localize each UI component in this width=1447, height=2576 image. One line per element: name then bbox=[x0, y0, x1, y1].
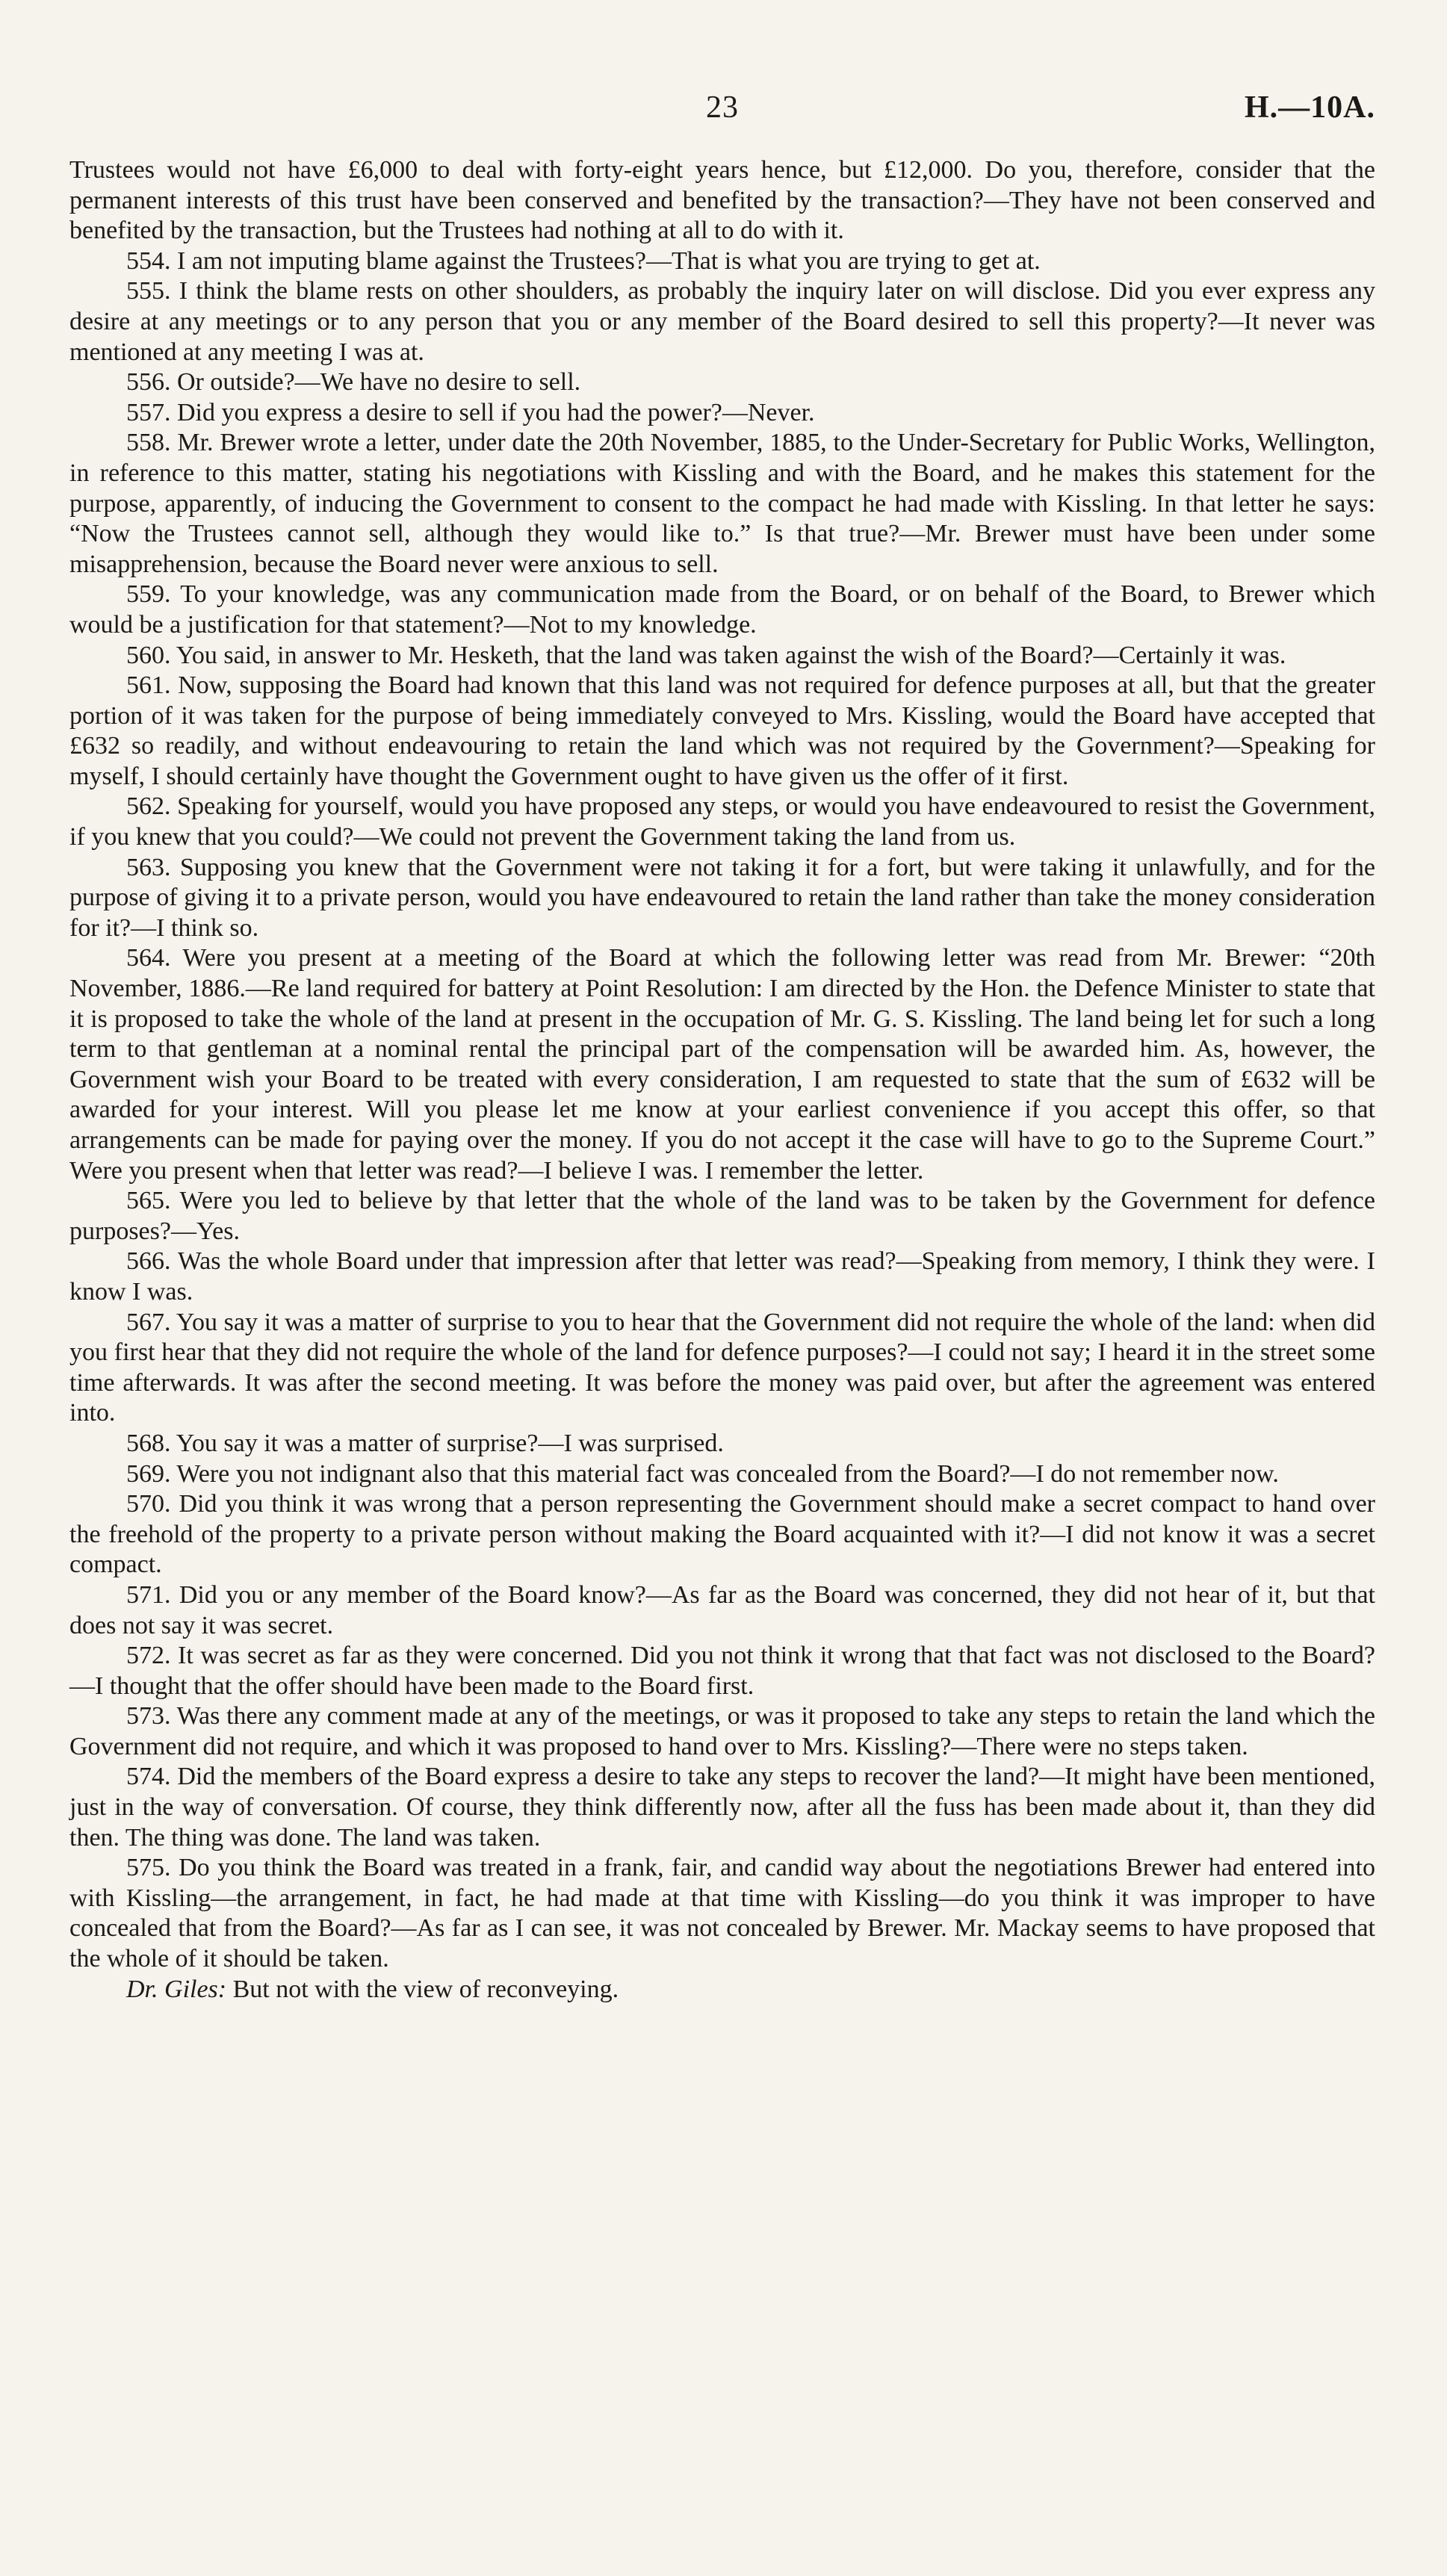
closing-remark bbox=[69, 1975, 1375, 2005]
speaker-name: Dr. Giles: bbox=[126, 1975, 227, 2003]
question-572: 572. It was secret as far as they were concerned. Did you not think it wrong that that fact was not disclosed to the Board?—I thought that the offer should have been made to the Board first. bbox=[69, 1642, 1375, 1700]
question-559: 559. To your knowledge, was any communication made from the Board, or on behalf of the Board, to Brewer which would be a justification for that statement?—Not to my knowledge. bbox=[69, 580, 1375, 639]
question-560: 560. You said, in answer to Mr. Hesketh, that the land was taken against the wish of the Board?—Certainly it was. bbox=[126, 641, 1286, 669]
question-570: 570. Did you think it was wrong that a person representing the Government should make a secret compact to hand over the freehold of the property to a private person without making the Board acquainted with it?—I did not know it was a secret compact. bbox=[69, 1490, 1375, 1579]
question-558: 558. Mr. Brewer wrote a letter, under date the 20th November, 1885, to the Under-Secretary for Public Works, Wellington, in reference to this matter, stating his negotiations with Kissling and with the Board, and he makes this statement for the purpose, apparently, of inducing the Government to consent to the compact he had made with Kissling. In that letter he says: “Now the Trustees cannot sell, although they would like to.” Is that true?—Mr. Brewer must have been under some misapprehension, because the Board never were anxious to sell. bbox=[69, 429, 1375, 578]
paragraph-continuation: Trustees would not have £6,000 to deal with forty-eight years hence, but £12,000. Do you, therefore, consider that the permanent interests of this trust have been conserved and benefited by the transaction?—They have not been conserved and benefited by the transaction, but the Trustees had nothing at all to do with it. bbox=[69, 156, 1375, 245]
closing-remark-text: But not with the view of reconveying. bbox=[232, 1975, 619, 2003]
question-566: 566. Was the whole Board under that impression after that letter was read?—Speaking from memory, I think they were. I know I was. bbox=[69, 1247, 1375, 1306]
question-573: 573. Was there any comment made at any of the meetings, or was it proposed to take any steps to retain the land which the Government did not require, and which it was proposed to hand over to Mrs. Kissling?—There were no steps taken. bbox=[69, 1702, 1375, 1760]
document-reference: H.—10A. bbox=[1245, 90, 1375, 125]
page-number: 23 bbox=[706, 90, 739, 125]
question-575: 575. Do you think the Board was treated in a frank, fair, and candid way about the negotiations Brewer had entered into with Kissling—the arrangement, in fact, he had made at that time with Kissling—do you think it was improper to have concealed that from the Board?—As far as I can see, it was not concealed by Brewer. Mr. Mackay seems to have proposed that the whole of it should be taken. bbox=[69, 1854, 1375, 1973]
question-567: 567. You say it was a matter of surprise to you to hear that the Government did not require the whole of the land: when did you first hear that they did not require the whole of the land for defence purposes?—I could not say; I heard it in the street some time afterwards. It was after the second meeting. It was before the money was paid over, but after the agreement was entered into. bbox=[69, 1308, 1375, 1427]
question-568: 568. You say it was a matter of surprise?—I was surprised. bbox=[126, 1429, 724, 1457]
question-574: 574. Did the members of the Board express a desire to take any steps to recover the land?—It might have been mentioned, just in the way of conversation. Of course, they think differently now, after all the fuss has been made about it, than they did then. The thing was done. The land was taken. bbox=[69, 1763, 1375, 1852]
question-564: 564. Were you present at a meeting of the Board at which the following letter was read from Mr. Brewer: “20th November, 1886.—Re land required for battery at Point Resolution: I am directed by the Hon. the Defence Minister to state that it is proposed to take the whole of the land at present in the occupation of Mr. G. S. Kissling. The land being let for such a long term to that gentleman at a nominal rental the principal part of the compensation will be awarded him. As, however, the Government wish your Board to be treated with every consideration, I am requested to state that the sum of £632 will be awarded for your interest. Will you please let me know at your earliest convenience if you accept this offer, so that arrangements can be made for paying over the money. If you do not accept it the case will have to go to the Supreme Court.” Were you present when that letter was read?—I believe I was. I remember the letter. bbox=[69, 944, 1375, 1185]
question-556: 556. Or outside?—We have no desire to sell. bbox=[126, 368, 581, 397]
question-561: 561. Now, supposing the Board had known that this land was not required for defence purposes at all, but that the greater portion of it was taken for the purpose of being immediately conveyed to Mrs. Kissling, would the Board have accepted that £632 so readily, and without endeavouring to retain the land which was not required by the Government?—Speaking for myself, I should certainly have thought the Government ought to have given us the offer of it first. bbox=[69, 671, 1375, 790]
question-563: 563. Supposing you knew that the Government were not taking it for a fort, but were taking it unlawfully, and for the purpose of giving it to a private person, would you have endeavoured to retain the land rather than take the money consideration for it?—I think so. bbox=[69, 853, 1375, 942]
question-555: 555. I think the blame rests on other shoulders, as probably the inquiry later on will disclose. Did you ever express any desire at any meetings or to any person that you or any member of the Board desired to sell this property?—It never was mentioned at any meeting I was at. bbox=[69, 277, 1375, 366]
question-569: 569. Were you not indignant also that this material fact was concealed from the Board?—I do not remember now. bbox=[126, 1459, 1279, 1488]
question-554: 554. I am not imputing blame against the Trustees?—That is what you are trying to get at. bbox=[126, 246, 1041, 275]
question-565: 565. Were you led to believe by that letter that the whole of the land was to be taken by the Government for defence purposes?—Yes. bbox=[69, 1187, 1375, 1245]
question-562: 562. Speaking for yourself, would you have proposed any steps, or would you have endeavoured to resist the Government, if you knew that you could?—We could not prevent the Government taking the land from us. bbox=[69, 792, 1375, 851]
body-text bbox=[69, 155, 1375, 2005]
page-header bbox=[69, 90, 1375, 134]
question-557: 557. Did you express a desire to sell if you had the power?—Never. bbox=[126, 398, 815, 426]
question-571: 571. Did you or any member of the Board know?—As far as the Board was concerned, they did not hear of it, but that does not say it was secret. bbox=[69, 1580, 1375, 1639]
